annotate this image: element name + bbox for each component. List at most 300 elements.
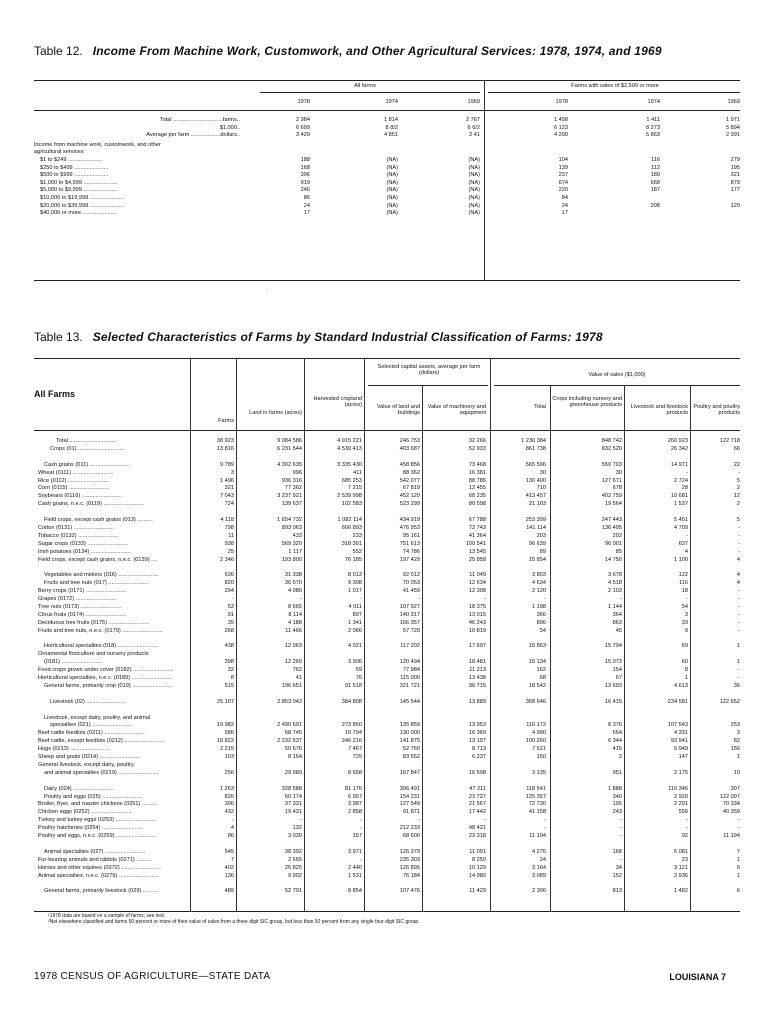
table13-cell: 951 [612, 769, 622, 776]
table13-cell: 140 317 [399, 611, 420, 618]
table13-cell: 235 303 [399, 856, 420, 863]
table13-cell: 1 482 [674, 888, 688, 895]
table13-cell: - [738, 611, 740, 618]
table13-sales-rule [494, 385, 740, 386]
table13-row-label: Beef cattle, except feedlots (0212) .......................... [38, 738, 165, 745]
table13-cell: 3 906 [348, 659, 362, 666]
table13-cell: 3 030 [288, 833, 302, 839]
table13-number: Table 13. [34, 330, 83, 344]
table12-row-label: $500 to $999 ...................... [40, 172, 109, 179]
table13-row-label: Tree nuts (0173) .......................... [38, 603, 122, 610]
table13-cell: - [738, 825, 740, 832]
table12-cell: 180 [650, 172, 660, 179]
table13-row-label: specialties (021) .......................... [50, 722, 133, 729]
table13-group-sales: Value of sales ($1,000) [588, 372, 646, 378]
table13-cell: 1 [736, 659, 740, 666]
table12-cell: 1 971 [726, 117, 740, 123]
table13-heading: Selected Characteristics of Farms by Standard Industrial Classification of Farms: 1978 [92, 330, 603, 344]
table13-cell: 2 936 [674, 872, 688, 879]
table13-cell: 139 637 [281, 501, 302, 508]
table13-cell: 60 174 [284, 793, 302, 800]
table13-cell: 41 364 [468, 532, 486, 539]
table13-cell: 4 302 635 [277, 461, 302, 468]
table12-year-0: 1978 [297, 99, 310, 105]
table13-cell: 116 172 [526, 722, 546, 729]
table13-bottom-rule [34, 911, 740, 912]
table13-cell: 47 211 [469, 785, 486, 792]
table12-cell: 195 [730, 164, 740, 171]
table13-cell: 15 134 [528, 659, 546, 666]
table13-cell: 69 [681, 643, 688, 650]
table13-cell: - [738, 540, 740, 547]
table13-cell: 127 549 [399, 801, 420, 808]
table13-cell: 6 237 [472, 754, 486, 760]
table13-cell: 2 724 [674, 477, 688, 484]
table13-col-header-6: Crops including nursery and greenhouse products [552, 396, 622, 409]
table13-cell: 550 703 [601, 461, 622, 468]
table13-row-label: Sugar crops (0133) .......................... [38, 540, 128, 547]
table13-cell: 3 135 [532, 769, 546, 776]
table13-cell: 30 [615, 469, 622, 476]
table13-cell: 102 583 [341, 501, 362, 508]
table13-cell: - [738, 524, 740, 531]
table13-cell: 18 [681, 588, 688, 595]
table13-cell: 76 184 [402, 872, 420, 879]
table13-cell: 552 [352, 548, 362, 555]
table13-cell: 321 [224, 485, 234, 492]
table13-row-label: Cotton (0131) .......................... [38, 524, 115, 531]
table13-cell: 725 [352, 754, 362, 760]
table13-cell: 72 730 [528, 801, 546, 808]
table12-header-rule [34, 110, 740, 111]
table13-cell: 1 198 [532, 603, 546, 610]
table13-cell: 6 949 [674, 746, 688, 753]
table13-cell: 1 [736, 643, 740, 650]
table13-cell: 166 357 [399, 619, 420, 626]
table13-cell: 13 438 [468, 675, 486, 681]
table13-cell: 452 120 [399, 493, 420, 500]
table13-cell: 7 521 [532, 746, 546, 753]
table13-cell: 36 570 [284, 580, 302, 587]
table12-cell: 112 [651, 164, 660, 171]
table13-cell: - [484, 596, 486, 602]
table13-cell: 247 443 [601, 517, 622, 523]
table13-cell: 751 613 [399, 540, 420, 547]
table13-cell: 2 440 [348, 864, 362, 871]
table13-row-label: and animal specialties (0219) .......................... [44, 769, 159, 776]
table13-cell: 40 359 [722, 809, 740, 816]
table13-cell: 2 066 [348, 627, 362, 634]
table13-cell: 2 102 [608, 588, 622, 595]
table13-cell: 253 [730, 722, 740, 729]
table13-row-label: Field crops, except cash grains, n.e.c. (0139) .... [38, 556, 158, 563]
table13-cell: 413 457 [525, 493, 546, 500]
table12-title [34, 44, 662, 58]
table13-cell: 6 [736, 864, 740, 871]
table13-cell: 116 [679, 580, 688, 587]
table13-col-header-0: Farms [218, 418, 234, 424]
table13-row-label: Total .............................. [56, 438, 116, 444]
table13-column-rule [550, 385, 551, 911]
table13-row-label: Rice (0112) .......................... [38, 477, 109, 484]
table13-cell: 145 544 [399, 698, 420, 705]
table13-cell: 37 331 [284, 801, 302, 808]
table13-cell: 41 158 [528, 809, 546, 816]
table13-cell: 107 543 [667, 722, 688, 729]
table13-cell: 76 185 [344, 556, 362, 563]
table13-row-label: Deciduous tree fruits (0175) .......................... [38, 619, 149, 626]
table13-cell: 77 984 [402, 667, 420, 674]
table13-cell: 91 871 [402, 809, 420, 816]
table13-cell: 11 091 [469, 848, 486, 855]
table13-cell: 38 923 [216, 438, 234, 444]
table13-cell: - [620, 856, 622, 863]
table13-row-label: Fur-bearing animals and rabbits (0271) .......... [38, 856, 152, 863]
table13-cell: 156 [730, 746, 740, 753]
table13-cell: 157 [352, 833, 362, 839]
table13-cell: - [686, 817, 688, 824]
table13-cell: 136 405 [601, 524, 622, 531]
table13-cell: 15 794 [604, 643, 622, 650]
table12-cell: 17 [561, 210, 568, 217]
table12-cell: (NA) [386, 187, 398, 194]
table13-row-label: Crops (01) .............................. [50, 445, 125, 452]
table13-cell: 120 494 [399, 659, 420, 666]
table13-cell: 403 687 [399, 445, 420, 452]
table13-cell: 107 476 [399, 888, 420, 895]
table13-cell: 328 588 [281, 785, 302, 792]
table12-group-sales: Farms with sales of $2,500 or more [571, 83, 659, 89]
table13-cell: 16 381 [468, 469, 486, 476]
table13-row-label: Grapes (0172) .......................... [38, 596, 117, 602]
table12-cell: 4 851 [384, 132, 398, 139]
table13-cell: 35 [227, 619, 234, 626]
table12-cell: 674 [558, 179, 568, 186]
table13-cell: 54 [681, 603, 688, 610]
table13-cell: 3 335 430 [337, 461, 362, 468]
table13-column-rule [364, 358, 365, 911]
table12-cell: (NA) [386, 164, 398, 171]
table13-column-rule [304, 358, 305, 911]
table13-cell: 11 194 [723, 833, 740, 839]
table13-cell: 59 [355, 667, 362, 674]
table13-cell: - [620, 596, 622, 602]
table13-cell: - [738, 548, 740, 555]
table13-cell: 4 276 [532, 848, 546, 855]
table12-cell: (NA) [468, 164, 480, 171]
table13-cell: 2 665 [288, 856, 302, 863]
table13-cell: 11 466 [285, 627, 302, 634]
table13-cell: 685 253 [341, 477, 362, 484]
table13-cell: 233 [352, 532, 362, 539]
table13-cell: 636 [224, 572, 234, 579]
table13-title [34, 330, 603, 344]
table13-cell: 18 375 [468, 603, 486, 610]
table13-col-header-5: Total [534, 404, 546, 410]
table12-cell: 2 767 [466, 117, 480, 123]
table13-cell: 832 520 [601, 445, 622, 452]
table12-cell: (NA) [386, 157, 398, 163]
table13-cell: 6 957 [348, 793, 362, 800]
table13-top-rule [34, 358, 740, 359]
table13-cell: 366 [536, 611, 546, 618]
table13-cell: 15 863 [528, 643, 546, 650]
table13-cell: 100 260 [525, 738, 546, 745]
table12-year-1: 1974 [385, 99, 398, 105]
table13-cell: - [620, 825, 622, 832]
table13-cell: 74 786 [402, 548, 420, 555]
table13-cell: - [738, 469, 740, 476]
table13-cell: 664 [612, 730, 622, 737]
table13-cell: 710 [536, 485, 546, 492]
table13-cell: 193 800 [281, 556, 302, 563]
table12-cell: 2 41 [469, 132, 480, 139]
table13-cell: 4 011 [348, 603, 362, 610]
table12-row-label: Total ................................farms.. [159, 117, 240, 123]
table13-cell: 432 [224, 809, 234, 816]
table13-cell: 8 114 [288, 611, 302, 618]
table13-cell: 4 118 [220, 517, 234, 523]
table12-cell: 168 [300, 164, 310, 171]
table13-cell: 4 [230, 825, 234, 832]
table13-cell: 77 362 [284, 485, 302, 492]
table13-cell: 92 [681, 833, 688, 839]
table13-cell: 1 [736, 754, 740, 760]
table13-cell: 147 [678, 754, 688, 760]
table13-row-label: Dairy (024) .......................... [44, 785, 114, 792]
table13-cell: 29 980 [284, 769, 302, 776]
table13-cell: 26 342 [670, 445, 688, 452]
table13-row-label: Cash grains (011) .......................... [44, 461, 131, 468]
table13-cell: 11 213 [469, 667, 486, 674]
table13-cell: 2 291 [674, 801, 688, 808]
table12-cell: (NA) [468, 202, 480, 209]
table13-cell: 4 709 [674, 524, 688, 531]
table13-cell: 402 [224, 864, 234, 871]
table13-cell: 7 [736, 848, 740, 855]
table13-cell: 52 760 [402, 746, 420, 753]
table13-cell: 66 [733, 445, 740, 452]
table13-cell: 28 [681, 485, 688, 492]
table13-cell: 4 080 [288, 588, 302, 595]
table12-cell: 177 [730, 187, 740, 194]
table12-cell: 8 273 [646, 124, 660, 131]
table12-row-label: $10,000 to $19,999 ...................... [40, 195, 124, 201]
table13-cell: 16 369 [468, 730, 486, 737]
table13-col-header-4: Value of machinery and equipment [427, 404, 486, 417]
table13-cell: 21 567 [468, 801, 486, 808]
table13-cell: 167 847 [399, 769, 420, 776]
table13-cell: 848 742 [601, 438, 622, 444]
table13-cell: - [738, 603, 740, 610]
table13-cell: 434 919 [399, 517, 420, 523]
table13-cell: 1 537 [674, 501, 688, 508]
table13-cell: 996 [292, 469, 302, 476]
table13-cell: 2 120 [532, 588, 546, 595]
table13-row-label: General livestock, except dairy, poultry, [38, 761, 135, 768]
table12-top-rule [34, 80, 740, 81]
table13-cell: 122 097 [719, 793, 740, 800]
table13-cell: 132 [292, 825, 302, 832]
table12-row-label: $40,000 or more ...................... [40, 210, 117, 217]
table13-cell: 136 [224, 872, 234, 879]
table13-cell: 4 915 221 [337, 438, 362, 444]
table12-cell: 24 [303, 202, 310, 209]
table13-cell: 60 [681, 659, 688, 666]
table13-cell: 1 888 [608, 785, 622, 792]
table13-cell: 545 [224, 848, 234, 855]
table13-cell: 68 600 [402, 833, 420, 839]
table12-cell: (NA) [386, 179, 398, 186]
table13-cell: 150 [536, 754, 546, 760]
table13-cell: 18 481 [468, 659, 486, 666]
table13-cell: 68 235 [468, 493, 486, 500]
table13-cell: 438 [224, 643, 234, 650]
table13-cell: 12 634 [468, 580, 486, 587]
table13-cell: 1 [736, 872, 740, 879]
table13-col-header-8: Poultry and poultry products [693, 404, 740, 417]
table13-column-rule [190, 358, 191, 911]
table13-cell: - [300, 596, 302, 602]
table13-cell: 820 [224, 580, 234, 587]
table13-cell: 162 [536, 667, 546, 674]
table13-row-label: Horses and other equines (0272) .......................... [38, 864, 162, 871]
table13-cell: 196 651 [281, 682, 302, 689]
table13-row-label: Poultry and eggs (025) .......................... [44, 793, 143, 800]
table13-row-label: Ornamental floriculture and nursery products [38, 651, 149, 658]
table13-cell: 67 819 [402, 485, 420, 492]
table13-cell: 13 889 [468, 698, 486, 705]
table13-cell: 268 [224, 627, 234, 634]
table13-cell: 212 233 [399, 825, 420, 832]
table13-cell: 4 [736, 580, 740, 587]
table12-cell: 139 [558, 164, 568, 171]
table13-cell: 8 658 [348, 769, 362, 776]
table13-cell: 4 634 [532, 580, 546, 587]
table12-cell: 2 991 [726, 132, 740, 139]
table13-cell: 14 971 [670, 461, 688, 468]
table13-row-label: Animal specialties (027) .......................... [44, 848, 146, 855]
table13-cell: 515 [224, 682, 234, 689]
table13-cell: 100 541 [465, 540, 486, 547]
table13-cell: 2 232 537 [277, 738, 302, 745]
table13-cell: 23 727 [468, 793, 486, 800]
table13-cell: 246 216 [341, 738, 362, 745]
table12-cell: (NA) [468, 195, 480, 201]
table13-row-label: Irish potatoes (0134) .......................... [38, 548, 132, 555]
table13-cell: 260 923 [667, 438, 688, 444]
table13-cell: 91 518 [344, 682, 362, 689]
table13-cell: - [686, 596, 688, 602]
table13-cell: 125 357 [525, 793, 546, 800]
table13-row-label: Chicken eggs (0252) .......................... [38, 809, 132, 816]
table13-cell: - [418, 817, 420, 824]
table13-cell: 2 853 042 [277, 698, 302, 705]
table13-row-label: Fruits and tree nuts (017) .......................... [44, 580, 149, 587]
table12-cell: 668 [650, 179, 660, 186]
table13-cell: 24 [539, 856, 546, 863]
table13-row-label: Tobacco (0132) .......................... [38, 532, 119, 539]
table13-cell: 307 [730, 785, 740, 792]
table12-cell: 879 [730, 179, 740, 186]
table13-cell: 36 715 [468, 682, 486, 689]
table13-cell: 67 [615, 675, 622, 681]
table13-cell: 4 [684, 548, 688, 555]
table13-cell: 1 [736, 856, 740, 863]
table13-row-label: Animal specialties, n.e.c. (0279) .......................... [38, 872, 160, 879]
table13-cell: 893 063 [281, 524, 302, 531]
table13-cell: 4 518 [608, 580, 622, 587]
table13-cell: 10 819 [468, 627, 486, 634]
table13-cell: 152 [612, 872, 622, 879]
table12-year-3: 1978 [555, 99, 568, 105]
table13-row-header: All Farms [34, 389, 76, 399]
table13-cell: 9 084 586 [277, 438, 302, 444]
table12-cell: 188 [300, 157, 310, 163]
table13-cell: 458 856 [399, 461, 420, 468]
table13-row-label: Food crops grown under cover (0182) .......................... [38, 667, 174, 674]
table13-cell: 17 442 [468, 809, 486, 816]
table13-column-rule [624, 385, 625, 911]
table12-cell: 24 [561, 202, 568, 209]
table13-cell: 253 399 [525, 517, 546, 523]
table12-row-label: Income from machine work, customwork, and other [34, 141, 161, 148]
table13-col-header-3: Value of land and buildings [376, 404, 420, 417]
table13-cell: 556 [678, 809, 688, 816]
table13-cell: 135 859 [399, 722, 420, 729]
stray-mark: · [266, 287, 268, 293]
table12-row-label: agricultural services: [34, 149, 85, 156]
table13-row-label: Citrus fruits (0174) .......................... [38, 611, 126, 618]
table13-cell: 2 346 [220, 556, 234, 563]
table13-cell: 38 392 [284, 848, 302, 855]
table13-cell: 14 750 [604, 556, 622, 563]
table13-note-2: ²Not elsewhere classified and farms 50 percent or more of their value of sales from a three digit SIC group, but less than 50 percent from any single four digit SIC group. [48, 919, 420, 925]
table13-cell: 41 459 [402, 588, 420, 595]
table13-cell: 1 341 [348, 619, 362, 626]
table13-cell: 203 [536, 532, 546, 539]
table13-cell: 25 825 [284, 864, 302, 871]
table13-row-label: Corn (0115) .......................... [38, 485, 110, 492]
table13-cell: - [300, 817, 302, 824]
table13-cell: 122 718 [719, 438, 740, 444]
table13-cell: 11 [228, 532, 234, 539]
table13-cell: 19 564 [604, 501, 622, 508]
table12-heading: Income From Machine Work, Customwork, and Other Agricultural Services: 1978, 1974, and 1969 [92, 44, 662, 58]
table13-cell: 5 451 [674, 517, 688, 523]
table13-cell: 861 738 [525, 445, 546, 452]
table13-cell: 246 753 [399, 438, 420, 444]
table13-cell: 31 338 [284, 572, 302, 579]
table13-cell: 16 598 [468, 769, 486, 776]
table12-cell: 1 458 [554, 117, 568, 123]
table13-cell: 154 231 [399, 793, 420, 800]
table12-cell: (NA) [386, 195, 398, 201]
table13-cell: 4 021 [348, 643, 362, 650]
table13-cell: 398 [224, 659, 234, 666]
table13-cell: 85 [615, 548, 622, 555]
table13-cell: 2 490 691 [277, 722, 302, 729]
table13-col-header-7: Livestock and livestock products [630, 404, 688, 417]
table13-cell: 896 [536, 619, 546, 626]
table13-row-label: Livestock, except dairy, poultry, and animal [44, 714, 151, 721]
table12-cell: 116 [651, 157, 660, 163]
table13-cell: 897 [352, 611, 362, 618]
table13-cell: 2 306 [532, 888, 546, 895]
table13-row-label: Soybeans (0116) .......................... [38, 493, 123, 500]
table13-cell: 54 [539, 627, 546, 634]
table13-cell: 95 161 [402, 532, 420, 539]
